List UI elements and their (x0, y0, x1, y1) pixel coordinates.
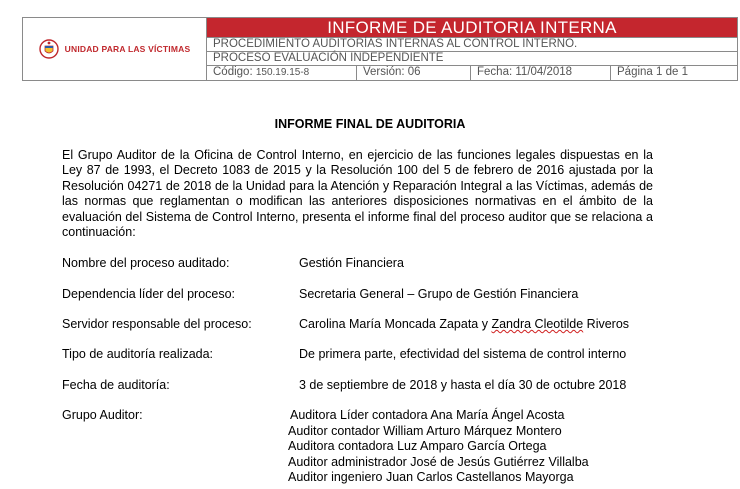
responsible-name-a: Carolina María Moncada Zapata y (299, 317, 492, 331)
code-label: Código: (213, 66, 253, 78)
document-header (22, 17, 738, 81)
field-label-process: Nombre del proceso auditado: (62, 256, 230, 270)
responsible-name-b: Zandra Cleotilde (491, 317, 584, 331)
date-label: Fecha: (477, 66, 513, 78)
version-value: 06 (407, 66, 421, 78)
report-title-banner: INFORME DE AUDITORIA INTERNA (207, 18, 737, 37)
field-label-audit-type: Tipo de auditoría realizada: (62, 347, 214, 361)
page-cell: Página 1 de 1 (617, 66, 688, 78)
meta-row (207, 65, 737, 80)
field-value-process: Gestión Financiera (299, 256, 404, 270)
coat-of-arms-icon (39, 38, 59, 60)
process-row: PROCESO EVALUACIÓN INDEPENDIENTE (207, 51, 737, 65)
document-title: INFORME FINAL DE AUDITORIA (274, 117, 466, 131)
version-label: Versión: (363, 66, 405, 78)
auditor-item: Auditor administrador José de Jesús Gutiérrez Villalba (288, 454, 589, 469)
code-value: 150.19.15-8 (255, 67, 310, 78)
logo-cell (23, 18, 207, 80)
auditor-item: Auditor contador William Arturo Márquez Montero (288, 423, 562, 438)
auditor-item: Auditora Líder contadora Ana María Ángel Acosta (290, 408, 565, 422)
logo-text: UNIDAD PARA LAS VÍCTIMAS (64, 44, 191, 54)
field-value-dependency: Secretaria General – Grupo de Gestión Financiera (299, 287, 579, 301)
version-cell (357, 66, 471, 80)
field-value-responsible (299, 317, 629, 331)
auditor-item: Auditor ingeniero Juan Carlos Castellanos Mayorga (288, 470, 574, 484)
code-cell (207, 66, 357, 80)
procedure-row: PROCEDIMIENTO AUDITORÍAS INTERNAS AL CONTROL INTERNO. (207, 37, 737, 51)
field-label-dependency: Dependencia líder del proceso: (62, 287, 236, 301)
logo (39, 38, 191, 60)
field-label-responsible: Servidor responsable del proceso: (62, 317, 252, 331)
field-value-audit-date: 3 de septiembre de 2018 y hasta el día 30 de octubre 2018 (299, 378, 627, 392)
auditor-list (288, 408, 589, 486)
responsible-name-c: Riveros (583, 317, 630, 331)
intro-paragraph: El Grupo Auditor de la Oficina de Control Interno, en ejercicio de las funciones legales dispuestas en la Ley 87 de 1993, el Decreto 1083 de 2015 y la Resolución 100 del 5 de febrero de 2016 ajustada por la Resolución 04271 de 2018 de la Unidad para la Atención y Reparación Integral a las Víctimas, además de las normas que reglamentan o modifican las anteriores disposiciones normativas en el ámbito de la evaluación del Sistema de Control Interno, presenta el informe final del proceso auditor que se relaciona a continuación: (62, 148, 653, 240)
date-value: 11/04/2018 (515, 66, 573, 78)
field-label-audit-date: Fecha de auditoría: (62, 378, 170, 392)
date-cell (471, 66, 611, 80)
field-value-audit-type: De primera parte, efectividad del sistema de control interno (299, 347, 627, 361)
field-label-audit-group: Grupo Auditor: (62, 408, 143, 422)
auditor-item: Auditora contadora Luz Amparo García Ortega (288, 439, 547, 453)
